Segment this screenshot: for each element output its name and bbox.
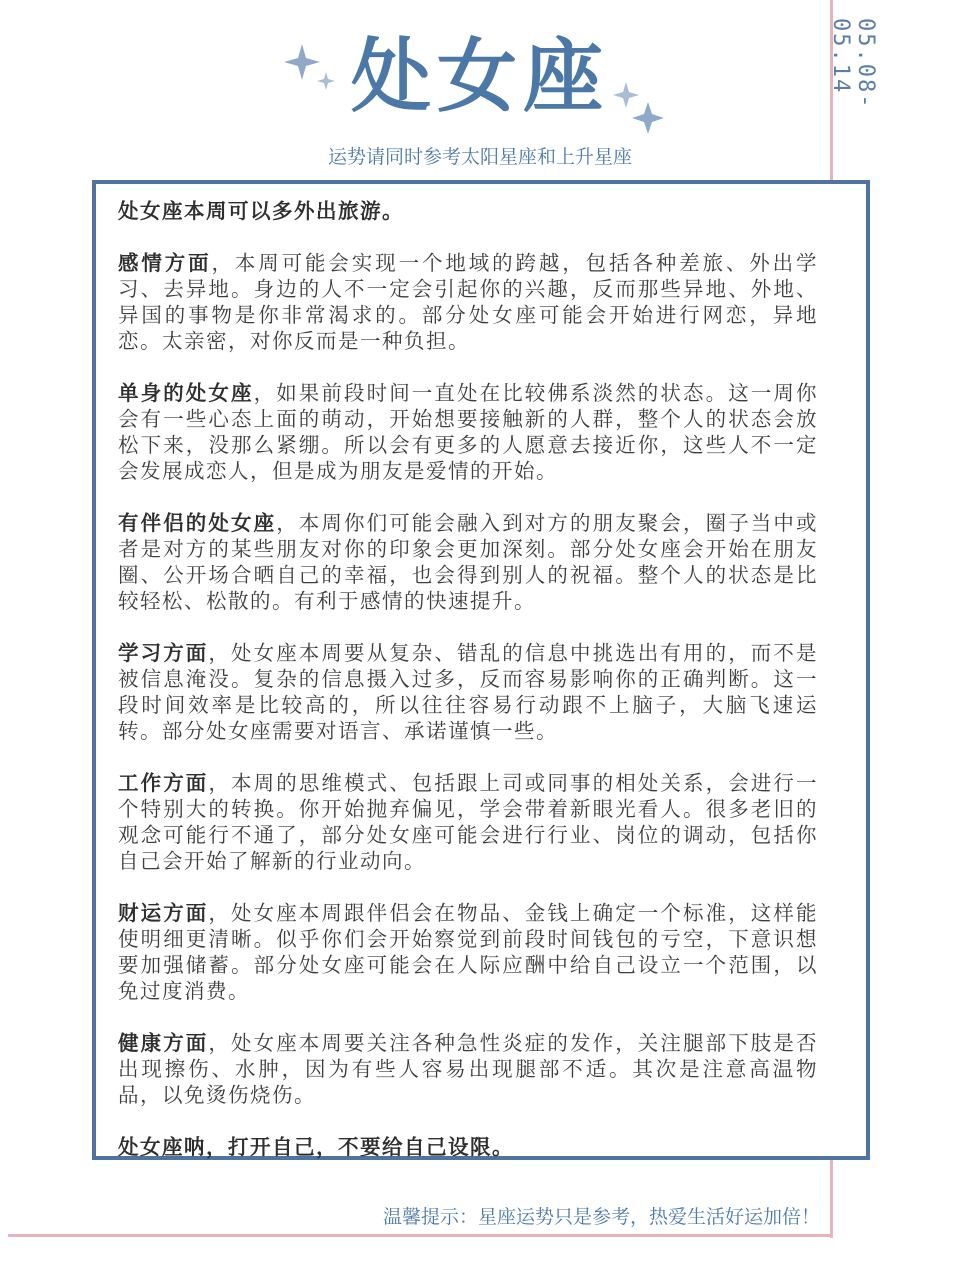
section-text: ，本周的思维模式、包括跟上司或同事的相处关系，会进行一个特别大的转换。你开始抛弃偏见，学会带着新眼光看人。很多老旧的观念可能行不通了，部分处女座可能会进行行业、岗位的调动，包括你自己会开始了解新的行业动向。 — [118, 771, 819, 873]
section-label: 健康方面 — [118, 1031, 209, 1055]
section-text: ，处女座本周要从复杂、错乱的信息中挑选出有用的，而不是被信息淹没。复杂的信息摄入过多，反而容易影响你的正确判断。这一段时间效率是比较高的，所以往往容易行动跟不上脑子，大脑飞速运转。部分处女座需要对语言、承诺谨慎一些。 — [118, 641, 819, 743]
study-paragraph — [118, 640, 818, 744]
love-paragraph — [118, 250, 818, 354]
horoscope-text — [118, 198, 818, 1186]
closing-paragraph: 处女座呐，打开自己，不要给自己设限。 — [118, 1135, 514, 1159]
intro-paragraph: 处女座本周可以多外出旅游。 — [118, 199, 404, 223]
wealth-paragraph — [118, 900, 818, 1004]
pink-horizontal-line — [8, 1234, 833, 1237]
footer-tip: 温馨提示：星座运势只是参考，热爱生活好运加倍！ — [382, 1206, 820, 1228]
date-range: 05.08-05.14 — [828, 18, 878, 110]
single-paragraph — [118, 380, 818, 484]
section-label: 有伴侣的处女座 — [118, 511, 277, 535]
section-label: 感情方面 — [118, 251, 212, 275]
section-text: ，处女座本周跟伴侣会在物品、金钱上确定一个标准，这样能使明细更清晰。似乎你们会开始察觉到前段时间钱包的亏空，下意识想要加强储蓄。部分处女座可能会在人际应酬中给自己设立一个范围，以免过度消费。 — [118, 901, 819, 1003]
section-label: 单身的处女座 — [118, 381, 254, 405]
section-label: 财运方面 — [118, 901, 209, 925]
page-subtitle: 运势请同时参考太阳星座和上升星座 — [327, 146, 632, 168]
health-paragraph — [118, 1030, 818, 1108]
section-label: 学习方面 — [118, 641, 209, 665]
page-title: 处女座 — [351, 30, 609, 123]
work-paragraph — [118, 770, 818, 874]
content-panel — [92, 180, 870, 1160]
partnered-paragraph — [118, 510, 818, 614]
section-text: ，本周你们可能会融入到对方的朋友聚会，圈子当中或者是对方的某些朋友对你的印象会更加深刻。部分处女座会开始在朋友圈、公开场合晒自己的幸福，也会得到别人的祝福。整个人的状态是比较轻松、松散的。有利于感情的快速提升。 — [118, 511, 819, 613]
section-text: ，本周可能会实现一个地域的跨越，包括各种差旅、外出学习、去异地。身边的人不一定会引起你的兴趣，反而那些异地、外地、异国的事物是你非常渴求的。部分处女座可能会开始进行网恋，异地恋。太亲密，对你反而是一种负担。 — [118, 251, 819, 353]
section-text: ，处女座本周要关注各种急性炎症的发作，关注腿部下肢是否出现擦伤、水肿，因为有些人容易出现腿部不适。其次是注意高温物品，以免烫伤烧伤。 — [118, 1031, 819, 1107]
section-text: ，如果前段时间一直处在比较佛系淡然的状态。这一周你会有一些心态上面的萌动，开始想要接触新的人群，整个人的状态会放松下来，没那么紧绷。所以会有更多的人愿意去接近你，这些人不一定会发展成恋人，但是成为朋友是爱情的开始。 — [118, 381, 819, 483]
section-label: 工作方面 — [118, 771, 209, 795]
